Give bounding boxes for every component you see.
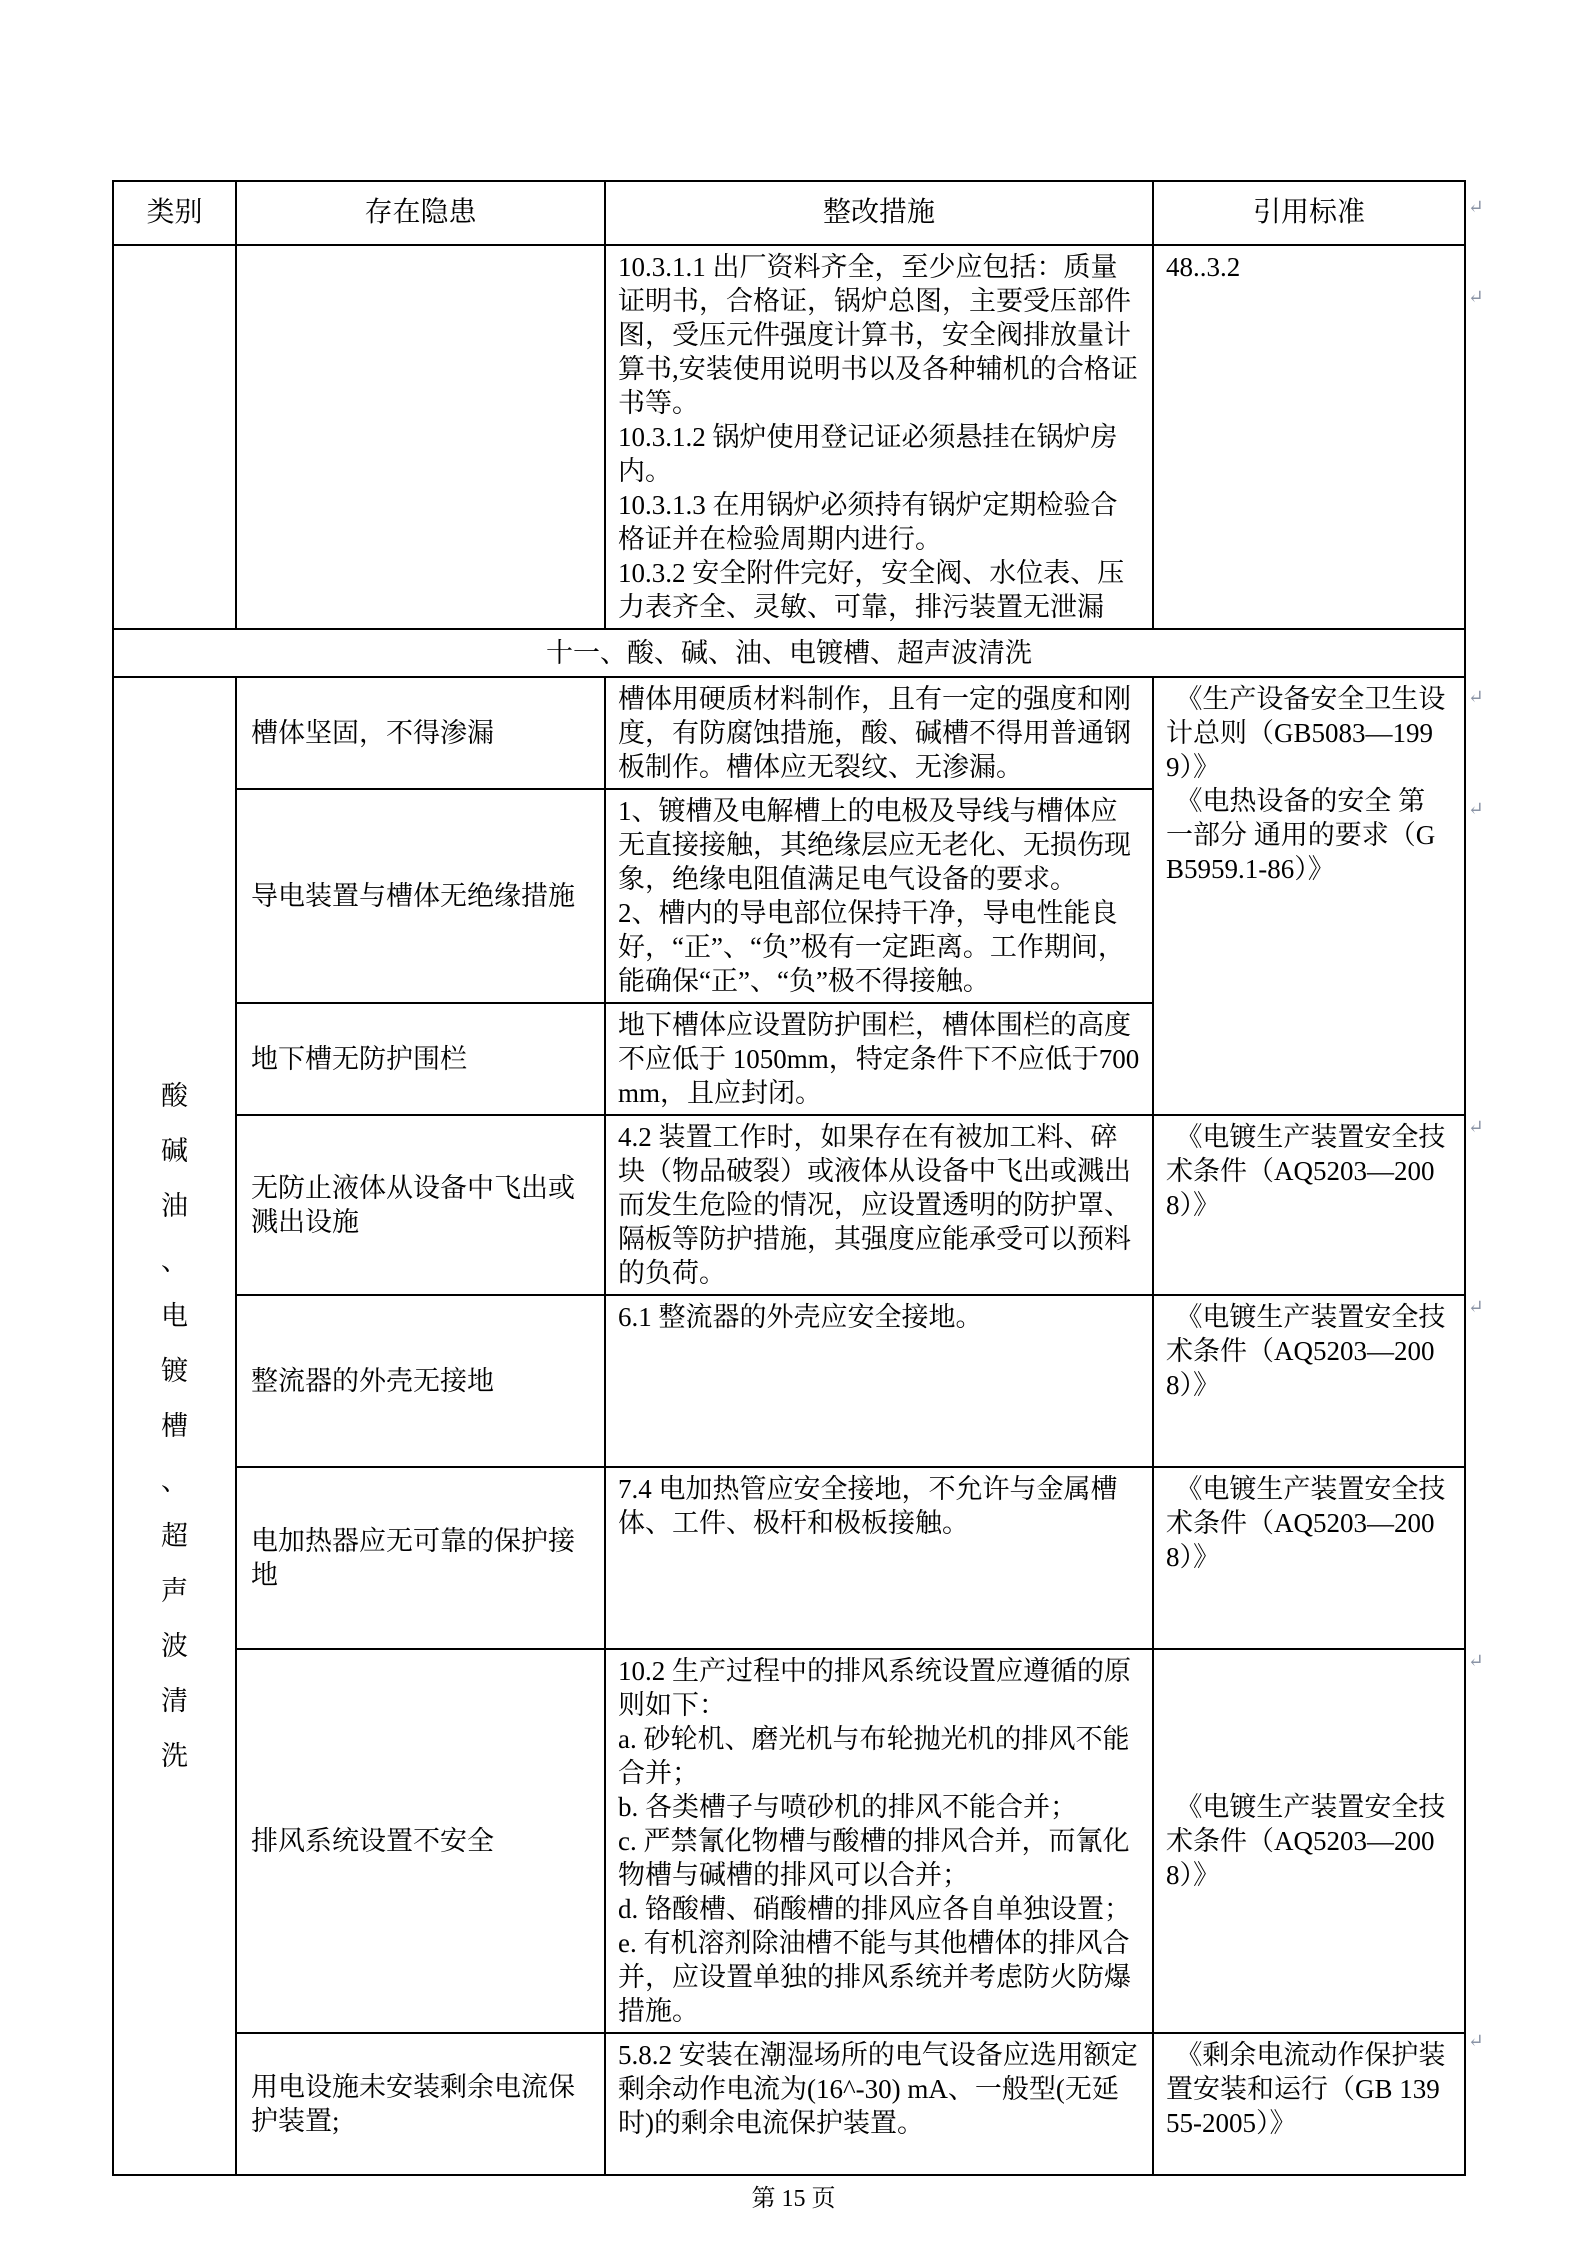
section-title-row bbox=[113, 629, 1465, 677]
measure-cell: 地下槽体应设置防护围栏，槽体围栏的高度不应低于 1050mm，特定条件下不应低于700mm，且应封闭。 bbox=[605, 1003, 1153, 1115]
standard-cell: 《电镀生产装置安全技术条件（AQ5203—2008）》 bbox=[1153, 1295, 1465, 1467]
page-number: 第 15 页 bbox=[751, 2186, 836, 2212]
hazard-cell: 无防止液体从设备中飞出或溅出设施 bbox=[236, 1115, 605, 1295]
category-cell-vertical bbox=[113, 677, 236, 2175]
paragraph-mark-icon: ↵ bbox=[1468, 687, 1484, 708]
hazard-cell: 排风系统设置不安全 bbox=[236, 1649, 605, 2033]
table-row bbox=[113, 2033, 1465, 2175]
measure-cell: 槽体用硬质材料制作，且有一定的强度和刚度，有防腐蚀措施，酸、碱槽不得用普通钢板制作。槽体应无裂纹、无渗漏。 bbox=[605, 677, 1153, 789]
category-vertical-text: 酸 碱 油 、 电 镀 槽 、 超 声 波 清 洗 bbox=[161, 1081, 188, 1771]
paragraph-mark-icon: ↵ bbox=[1468, 287, 1484, 308]
paragraph-mark-icon: ↵ bbox=[1468, 1117, 1484, 1138]
standard-cell: 《电镀生产装置安全技术条件（AQ5203—2008）》 bbox=[1153, 1649, 1465, 2033]
table-header-row bbox=[113, 181, 1465, 245]
column-header-category: 类别 bbox=[113, 181, 236, 245]
paragraph-mark-icon: ↵ bbox=[1468, 2031, 1484, 2052]
table-row bbox=[113, 1295, 1465, 1467]
hazard-cell: 地下槽无防护围栏 bbox=[236, 1003, 605, 1115]
column-header-standard: 引用标准 bbox=[1153, 181, 1465, 245]
measure-cell: 5.8.2 安装在潮湿场所的电气设备应选用额定剩余动作电流为(16^-30) mA、一般型(无延时)的剩余电流保护装置。 bbox=[605, 2033, 1153, 2175]
table-row bbox=[113, 677, 1465, 789]
measure-cell: 6.1 整流器的外壳应安全接地。 bbox=[605, 1295, 1153, 1467]
hazard-cell: 用电设施未安装剩余电流保护装置; bbox=[236, 2033, 605, 2175]
standard-cell: 《电镀生产装置安全技术条件（AQ5203—2008）》 bbox=[1153, 1115, 1465, 1295]
paragraph-mark-icon: ↵ bbox=[1468, 197, 1484, 218]
table-row bbox=[113, 1649, 1465, 2033]
measure-cell: 10.2 生产过程中的排风系统设置应遵循的原则如下： a. 砂轮机、磨光机与布轮抛光机的排风不能合并； b. 各类槽子与喷砂机的排风不能合并； c. 严禁氰化物槽与酸槽的排风合并，而氰化物槽与碱槽的排风可以合并； d. 铬酸槽、硝酸槽的排风应各自单独设置； e. 有机溶剂除油槽不能与其他槽体的排风合并，应设置单独的排风系统并考虑防火防爆措施。 bbox=[605, 1649, 1153, 2033]
empty-hazard-cell bbox=[236, 245, 605, 629]
paragraph-mark-icon: ↵ bbox=[1468, 1651, 1484, 1672]
empty-category-cell bbox=[113, 245, 236, 629]
paragraph-mark-icon: ↵ bbox=[1468, 799, 1484, 820]
standard-cell: 《电镀生产装置安全技术条件（AQ5203—2008）》 bbox=[1153, 1467, 1465, 1649]
paragraph-mark-icon: ↵ bbox=[1468, 1297, 1484, 1318]
standard-cell: 48..3.2 bbox=[1153, 245, 1465, 629]
standard-cell: 《剩余电流动作保护装置安装和运行（GB 13955-2005）》 bbox=[1153, 2033, 1465, 2175]
hazard-cell: 导电装置与槽体无绝缘措施 bbox=[236, 789, 605, 1003]
measure-cell: 4.2 装置工作时，如果存在有被加工料、碎块（物品破裂）或液体从设备中飞出或溅出而发生危险的情况，应设置透明的防护罩、隔板等防护措施，其强度应能承受可以预料的负荷。 bbox=[605, 1115, 1153, 1295]
measure-cell: 1、镀槽及电解槽上的电极及导线与槽体应无直接接触，其绝缘层应无老化、无损伤现象，绝缘电阻值满足电气设备的要求。 2、槽内的导电部位保持干净，导电性能良好，“正”、“负”极有一定距离。工作期间，能确保“正”、“负”极不得接触。 bbox=[605, 789, 1153, 1003]
table-row-boiler-carryover bbox=[113, 245, 1465, 629]
hazard-cell: 槽体坚固，不得渗漏 bbox=[236, 677, 605, 789]
measure-cell: 7.4 电加热管应安全接地，不允许与金属槽体、工件、极杆和极板接触。 bbox=[605, 1467, 1153, 1649]
section-title: 十一、酸、碱、油、电镀槽、超声波清洗 bbox=[113, 629, 1465, 677]
hazard-cell: 整流器的外壳无接地 bbox=[236, 1295, 605, 1467]
standard-cell: 《生产设备安全卫生设计总则（GB5083—1999）》 《电热设备的安全 第一部分 通用的要求（GB5959.1-86）》 bbox=[1153, 677, 1465, 1115]
hazard-cell: 电加热器应无可靠的保护接地 bbox=[236, 1467, 605, 1649]
measure-cell: 10.3.1.1 出厂资料齐全，至少应包括：质量证明书，合格证，锅炉总图，主要受压部件图，受压元件强度计算书，安全阀排放量计算书,安装使用说明书以及各种辅机的合格证书等。 10.3.1.2 锅炉使用登记证必须悬挂在锅炉房内。 10.3.1.3 在用锅炉必须持有锅炉定期检验合格证并在检验周期内进行。 10.3.2 安全附件完好，安全阀、水位表、压力表齐全、灵敏、可靠，排污装置无泄漏 bbox=[605, 245, 1153, 629]
column-header-measure: 整改措施 bbox=[605, 181, 1153, 245]
hazard-rectification-table bbox=[112, 180, 1466, 2176]
table-row bbox=[113, 1115, 1465, 1295]
table-row bbox=[113, 1467, 1465, 1649]
column-header-hazard: 存在隐患 bbox=[236, 181, 605, 245]
